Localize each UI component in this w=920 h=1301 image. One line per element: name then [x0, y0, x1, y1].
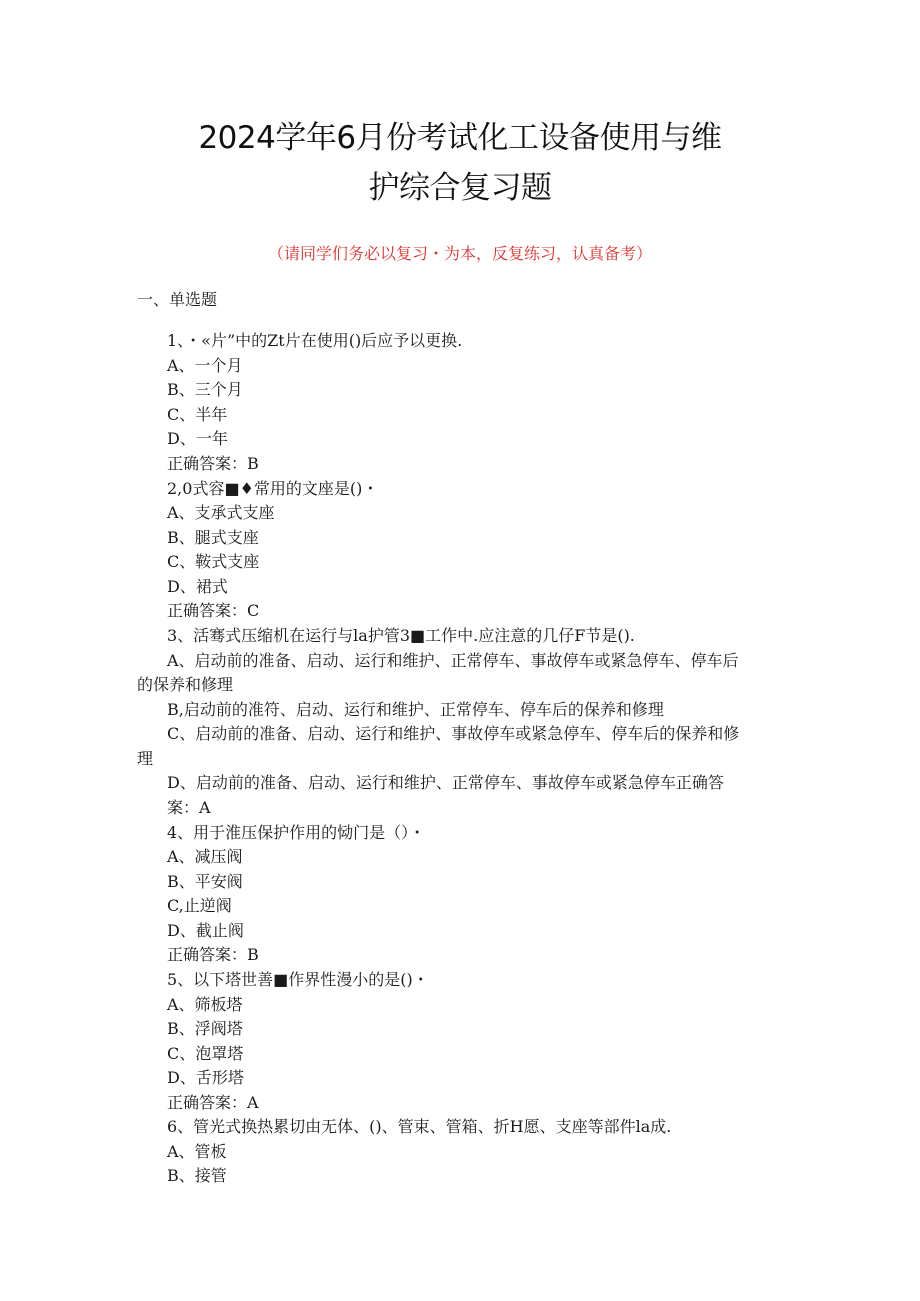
question-4-option-b: B、平安阀 [167, 872, 243, 891]
question-2: 2,0式容■♦常用的文座是()・ [167, 479, 379, 498]
question-2-option-d: D、裙式 [167, 577, 228, 596]
question-1-option-d: D、一年 [167, 429, 228, 448]
question-5-option-b: B、浮阀塔 [167, 1019, 243, 1038]
question-6-option-a: A、管板 [167, 1142, 227, 1161]
question-2-option-a: A、支承式支座 [167, 503, 275, 522]
question-5: 5、以下塔世善■作界性漫小的是()・ [167, 970, 429, 989]
question-2-answer: 正确答案：C [167, 601, 260, 620]
question-3-option-a: A、启动前的准备、启动、运行和维护、正常停车、事故停车或紧急停车、停车后 [167, 651, 739, 670]
section-heading: 一、单选题 [137, 290, 218, 309]
question-5-option-d: D、舌形塔 [167, 1068, 244, 1087]
question-5-option-c: C、泡罩塔 [167, 1044, 244, 1063]
question-6-option-b: B、接管 [167, 1166, 227, 1185]
question-1-answer: 正确答案：B [167, 454, 259, 473]
question-1: 1、・«片”中的Zt片在使用()后应予以更换. [167, 331, 463, 350]
question-4-answer: 正确答案：B [167, 945, 259, 964]
question-2-option-b: B、腿式支座 [167, 528, 259, 547]
question-3-option-c-cont: 理 [137, 749, 154, 768]
document-title-line1: 2024学年6月份考试化工设备使用与维 [198, 120, 722, 156]
question-4-option-a: A、减压阀 [167, 847, 243, 866]
question-3: 3、活骞式压缩机在运行与la护管3■工作中.应注意的几仔F节是(). [167, 626, 635, 645]
question-1-option-b: B、三个月 [167, 380, 243, 399]
question-1-option-c: C、半年 [167, 405, 228, 424]
question-3-option-c: C、启动前的准备、启动、运行和维护、事故停车或紧急停车、停车后的保养和修 [167, 724, 740, 743]
question-3-option-b: B,启动前的准符、启动、运行和维护、正常停车、停车后的保养和修理 [167, 700, 664, 719]
question-1-option-a: A、一个月 [167, 356, 243, 375]
document-title-line2: 护综合复习题 [368, 170, 552, 206]
question-6: 6、管光式换热累切由无体、()、管束、管箱、折H愿、支座等部件la成. [167, 1117, 672, 1136]
question-4: 4、用于淮压保护作用的恸门是（）・ [167, 823, 426, 842]
question-5-option-a: A、筛板塔 [167, 995, 243, 1014]
question-5-answer: 正确答案：A [167, 1093, 259, 1112]
question-4-option-d: D、截止阀 [167, 921, 244, 940]
question-3-option-a-cont: 的保养和修理 [137, 675, 234, 694]
document-subtitle: （请同学们务必以复习・为本，反复练习，认真备考） [267, 244, 652, 263]
question-2-option-c: C、鞍式支座 [167, 552, 260, 571]
question-3-option-d-cont: 案：A [167, 798, 211, 817]
question-3-option-d: D、启动前的准备、启动、运行和维护、正常停车、事故停车或紧急停车正确答 [167, 773, 724, 792]
question-4-option-c: C,止逆阀 [167, 896, 232, 915]
